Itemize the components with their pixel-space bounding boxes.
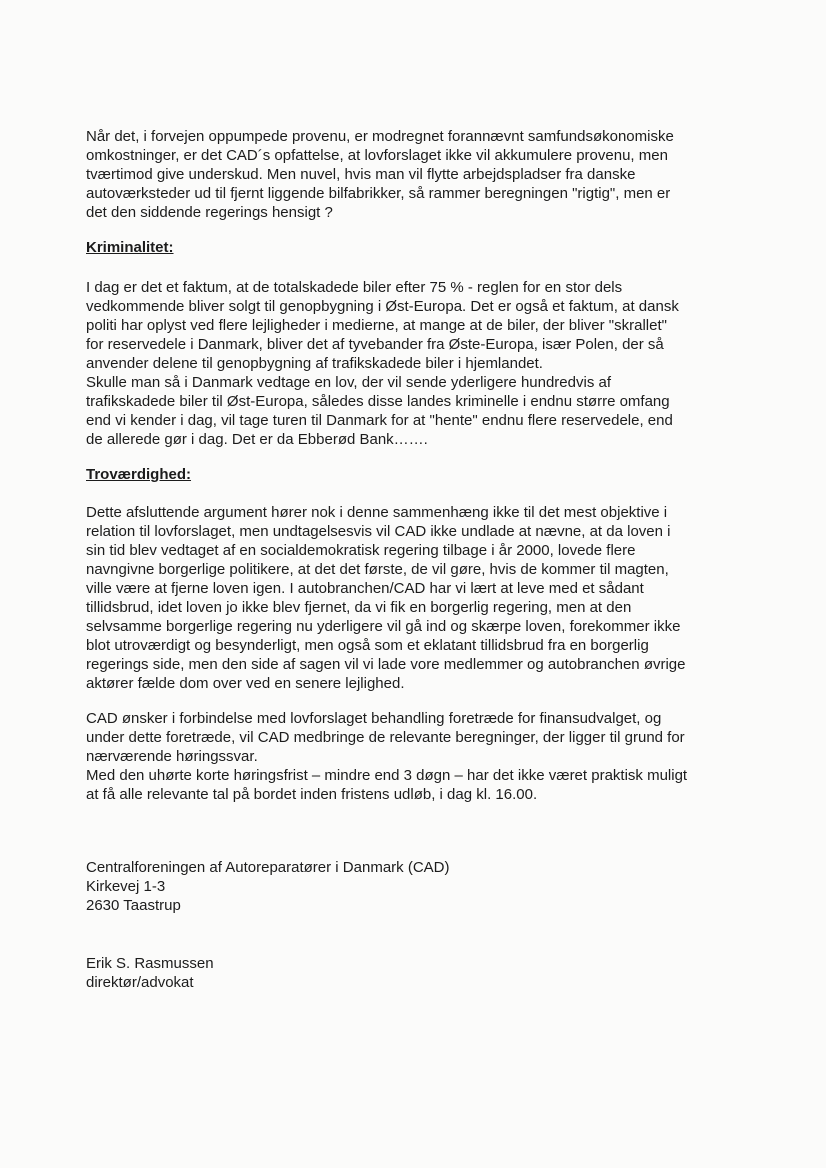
paragraph-trovaerdighed <box>86 503 766 693</box>
paragraph-line: CAD ønsker i forbindelse med lovforslaget behandling foretræde for finansudvalget, og <box>86 710 662 727</box>
paragraph-line: Med den uhørte korte høringsfrist – mindre end 3 døgn – har det ikke været praktisk muligt <box>86 767 688 784</box>
paragraph-line: at få alle relevante tal på bordet inden fristens udløb, i dag kl. 16.00. <box>86 786 538 803</box>
organization-street: Kirkevej 1-3 <box>86 878 166 895</box>
paragraph-line: Skulle man så i Danmark vedtage en lov, der vil sende yderligere hundredvis af <box>86 374 611 391</box>
paragraph-line: relation til lovforslaget, men undtagelsesvis vil CAD ikke undlade at nævne, at da loven i <box>86 523 671 540</box>
paragraph-line: vedkommende bliver solgt til genopbygning i Øst-Europa. Det er også et faktum, at dansk <box>86 298 679 315</box>
organization-name: Centralforeningen af Autoreparatører i Danmark (CAD) <box>86 859 450 876</box>
paragraph-line: nærværende høringssvar. <box>86 748 258 765</box>
paragraph-line: de allerede gør i dag. Det er da Ebberød Bank……. <box>86 431 428 448</box>
paragraph-line: det den siddende regerings hensigt ? <box>86 204 333 221</box>
paragraph-line: tværtimod give underskud. Men nuvel, hvis man vil flytte arbejdspladser fra danske <box>86 166 636 183</box>
paragraph-line: navngivne borgerlige politikere, at det det første, de vil gøre, hvis de kommer til magten, <box>86 561 669 578</box>
paragraph-kriminalitet <box>86 278 766 449</box>
paragraph-line: politi har oplyst ved flere lejligheder i medierne, at mange at de biler, der bliver "skrallet" <box>86 317 667 334</box>
paragraph-line: I dag er det et faktum, at de totalskadede biler efter 75 % - reglen for en stor dels <box>86 279 623 296</box>
paragraph-line: Når det, i forvejen oppumpede provenu, er modregnet forannævnt samfundsøkonomiske <box>86 128 674 145</box>
paragraph-line: under dette foretræde, vil CAD medbringe de relevante beregninger, der ligger til grund for <box>86 729 685 746</box>
paragraph-line: omkostninger, er det CAD´s opfattelse, at lovforslaget ikke vil akkumulere provenu, men <box>86 147 668 164</box>
paragraph-line: trafikskadede biler til Øst-Europa, således disse landes kriminelle i endnu større omfang <box>86 393 670 410</box>
paragraph-line: blot utroværdigt og besynderligt, men også som et eklatant tillidsbrud fra en borgerlig <box>86 637 649 654</box>
signatory-name: Erik S. Rasmussen <box>86 955 214 972</box>
paragraph-line: for reservedele i Danmark, bliver det af tyvebander fra Øste-Europa, især Polen, der så <box>86 336 664 353</box>
paragraph-line: autoværksteder ud til fjernt liggende bilfabrikker, så rammer beregningen "rigtig", men er <box>86 185 671 202</box>
paragraph-line: ville være at fjerne loven igen. I autobranchen/CAD har vi lært at leve med et sådant <box>86 580 644 597</box>
paragraph-line: sin tid blev vedtaget af en socialdemokratisk regering tilbage i år 2000, lovede flere <box>86 542 636 559</box>
paragraph-line: selvsamme borgerlige regering nu yderligere vil gå ind og skærpe loven, forekommer ikke <box>86 618 681 635</box>
paragraph-line: Dette afsluttende argument hører nok i denne sammenhæng ikke til det mest objektive i <box>86 504 668 521</box>
paragraph-foretraede <box>86 709 766 804</box>
paragraph-line: anvender delene til genopbygning af trafikskadede biler i hjemlandet. <box>86 355 543 372</box>
paragraph-line: aktører fælde dom over ved en senere lejlighed. <box>86 675 405 692</box>
heading-kriminalitet: Kriminalitet: <box>86 239 174 256</box>
paragraph-provenu <box>86 127 766 222</box>
signatory-title: direktør/advokat <box>86 974 194 991</box>
organization-address <box>86 858 766 915</box>
paragraph-line: end vi kender i dag, vil tage turen til Danmark for at "hente" endnu flere reservedele, end <box>86 412 673 429</box>
signature-block <box>86 954 766 992</box>
paragraph-line: tillidsbrud, idet loven jo ikke blev fjernet, da vi fik en borgerlig regering, men at den <box>86 599 632 616</box>
organization-city: 2630 Taastrup <box>86 897 181 914</box>
paragraph-line: regerings side, men den side af sagen vil vi lade vore medlemmer og autobranchen øvrige <box>86 656 686 673</box>
heading-trovaerdighed: Troværdighed: <box>86 466 192 483</box>
